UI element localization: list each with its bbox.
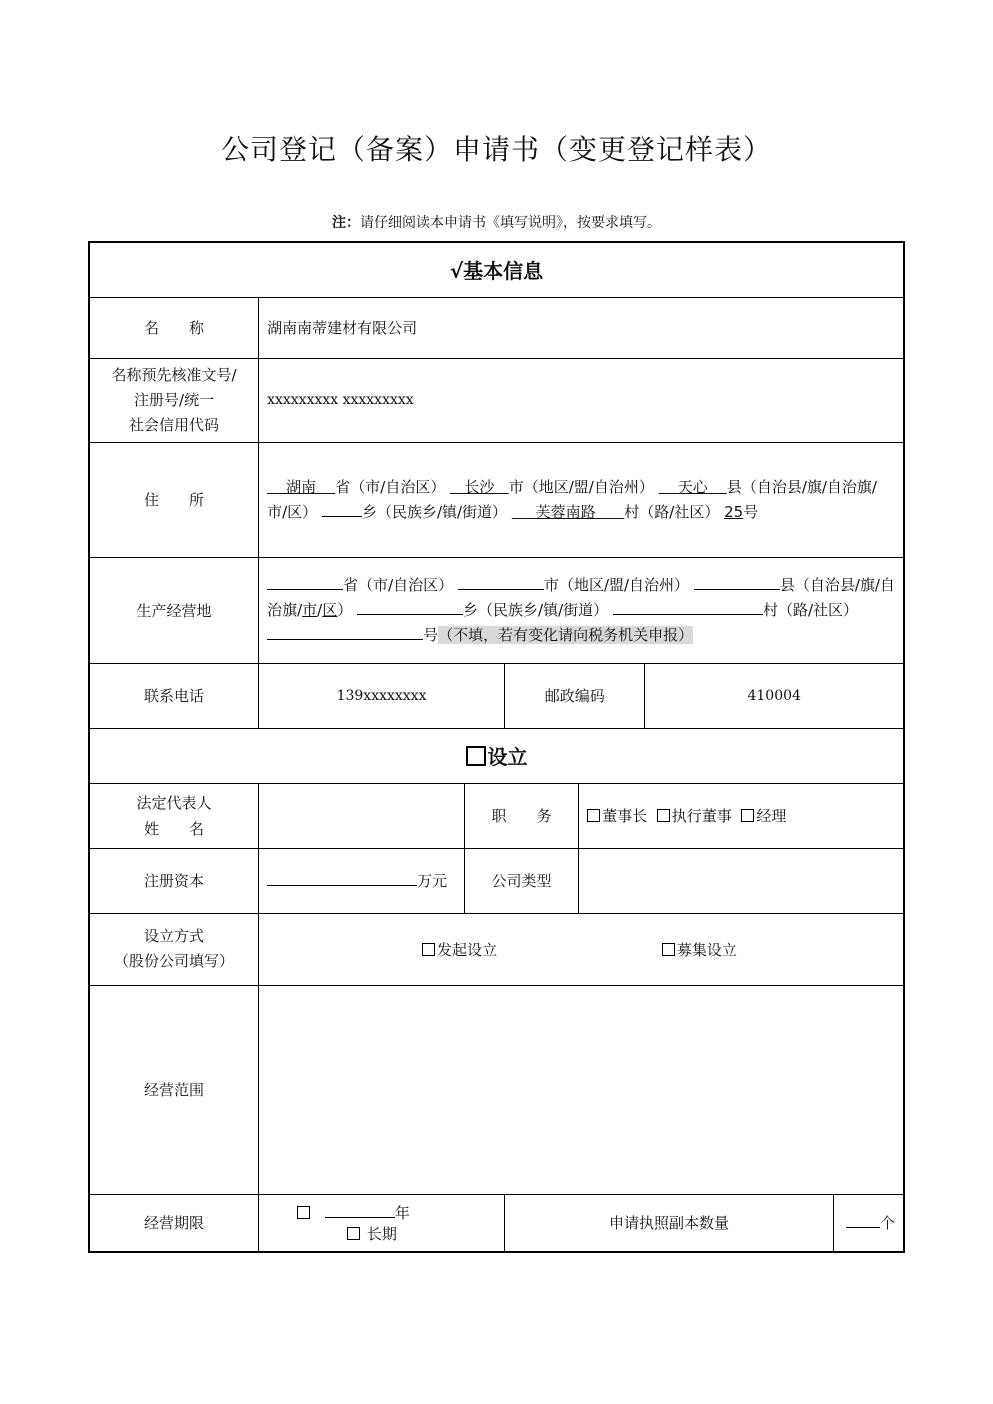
checkbox-icon[interactable] (662, 943, 675, 956)
position-label: 职 务 (464, 783, 578, 848)
legal-rep-field[interactable] (259, 783, 465, 848)
company-name-field[interactable]: 湖南南蒂建材有限公司 (259, 297, 904, 358)
company-type-label: 公司类型 (464, 848, 578, 913)
page-title: 公司登记（备案）申请书（变更登记样表） (220, 133, 772, 166)
setup-checkbox-icon[interactable] (466, 746, 486, 766)
biz-road-blank[interactable] (613, 600, 763, 615)
business-location-field[interactable]: 省（市/自治区） 市（地区/盟/自治州） 县（自治县/旗/自治旗/市/区） 乡（民族乡/镇/街道） 村（路/社区） 号（不填，若有变化请向税务机关申报） (259, 557, 904, 663)
legal-rep-label: 法定代表人 姓 名 (89, 783, 259, 848)
setup-method-field (259, 913, 904, 985)
setup-method-label: 设立方式 （股份公司填写） (89, 913, 259, 985)
term-field: 年 长期 (259, 1194, 505, 1252)
address-province[interactable]: 湖南 (286, 477, 317, 496)
checkmark-icon: √ (449, 259, 464, 284)
biz-city-blank[interactable] (458, 575, 544, 590)
checkbox-icon[interactable] (587, 809, 600, 822)
postcode-field[interactable]: 410004 (645, 663, 904, 728)
checkbox-icon[interactable] (347, 1227, 360, 1240)
business-scope-field[interactable] (259, 985, 904, 1194)
application-form (88, 241, 905, 1253)
checkbox-icon[interactable] (657, 809, 670, 822)
phone-label: 联系电话 (89, 663, 259, 728)
business-scope-label: 经营范围 (89, 985, 259, 1194)
section-basic-title: 基本信息 (463, 259, 544, 284)
postcode-label: 邮政编码 (504, 663, 644, 728)
address-label: 住 所 (89, 442, 259, 557)
checkbox-icon[interactable] (422, 943, 435, 956)
biz-hint: （不填，若有变化请向税务机关申报） (438, 625, 694, 644)
credit-code-field[interactable]: xxxxxxxxx xxxxxxxxx (259, 358, 904, 442)
checkbox-icon[interactable] (741, 809, 754, 822)
checkbox-icon[interactable] (297, 1206, 310, 1219)
credit-code-label-line3: 社会信用代码 (129, 415, 220, 434)
biz-province-blank[interactable] (267, 575, 343, 590)
executive-director-option[interactable]: 执行董事 (657, 807, 732, 825)
subscription-option[interactable]: 募集设立 (662, 941, 737, 959)
fill-instruction (0, 212, 993, 232)
copies-blank[interactable] (846, 1213, 880, 1228)
term-years-blank[interactable] (325, 1203, 395, 1218)
capital-field[interactable]: 万元 (259, 848, 465, 913)
copies-label: 申请执照副本数量 (504, 1194, 833, 1252)
capital-blank[interactable] (267, 871, 417, 886)
capital-label: 注册资本 (89, 848, 259, 913)
business-location-label: 生产经营地 (89, 557, 259, 663)
chairman-option[interactable]: 董事长 (587, 807, 647, 825)
fixed-term-option[interactable] (297, 1204, 312, 1222)
long-term-option[interactable]: 长期 (347, 1225, 397, 1243)
note-text: 请仔细阅读本申请书《填写说明》，按要求填写。 (360, 215, 661, 231)
credit-code-label (89, 358, 259, 442)
biz-number-blank[interactable] (267, 625, 423, 640)
address-field[interactable]: 湖南 省（市/自治区） 长沙 市（地区/盟/自治州） 天心 县（自治县/旗/自治旗/市/区） 乡（民族乡/镇/街道） 芙蓉南路 村（路/社区） 25号 (259, 442, 904, 557)
copies-field[interactable]: 个 (834, 1194, 904, 1252)
address-county[interactable]: 天心 (677, 477, 708, 496)
address-city[interactable]: 长沙 (464, 477, 495, 496)
address-township-blank[interactable] (322, 502, 362, 517)
term-label: 经营期限 (89, 1194, 259, 1252)
company-name-label: 名 称 (89, 297, 259, 358)
section-setup-title: 设立 (487, 745, 528, 769)
manager-option[interactable]: 经理 (741, 807, 786, 825)
biz-county-blank[interactable] (694, 575, 780, 590)
company-type-field[interactable] (579, 848, 904, 913)
section-setup (89, 728, 904, 783)
position-options (579, 783, 904, 848)
phone-field[interactable]: 139xxxxxxxx (259, 663, 505, 728)
note-prefix: 注： (332, 215, 360, 231)
promotion-option[interactable]: 发起设立 (422, 941, 497, 959)
credit-code-label-line1: 名称预先核准文号/ (111, 365, 237, 384)
biz-township-blank[interactable] (357, 600, 463, 615)
address-number[interactable]: 25 (724, 502, 744, 521)
address-road[interactable]: 芙蓉南路 (535, 502, 596, 521)
credit-code-label-line2: 注册号/统一 (134, 390, 215, 409)
section-basic-info (89, 242, 904, 297)
